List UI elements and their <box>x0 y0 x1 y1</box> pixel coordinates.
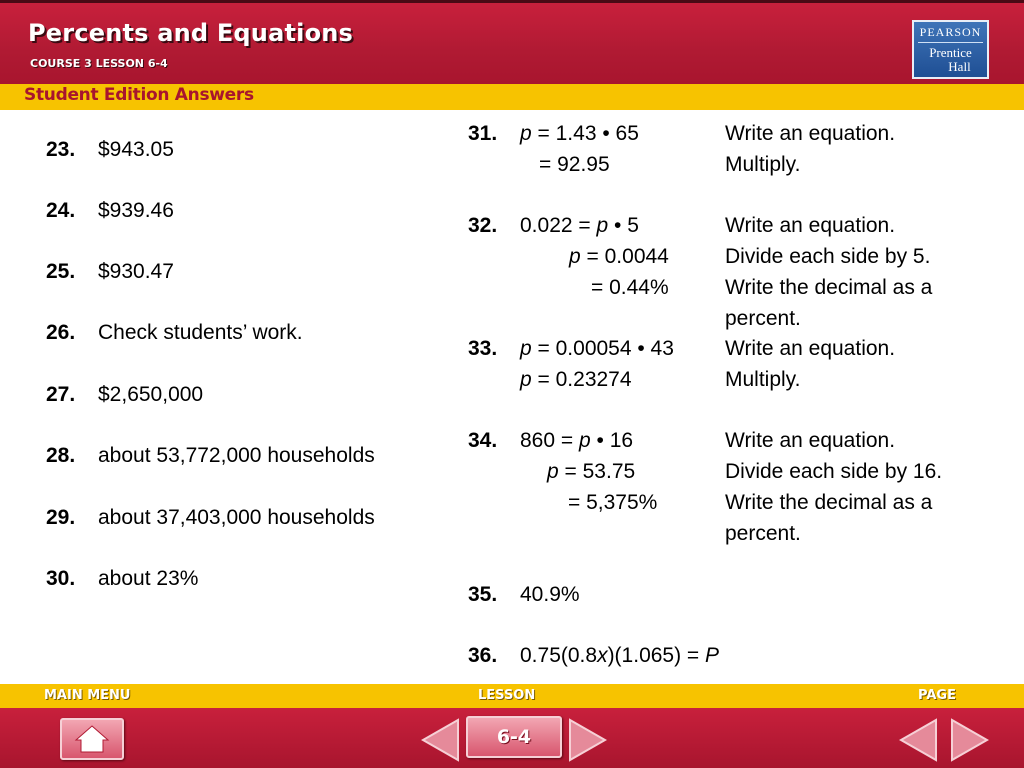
footer-nav <box>0 708 1024 768</box>
expression: = 1.43 • 65 <box>531 122 639 145</box>
answer-number: 23. <box>46 138 76 161</box>
expression: • 5 <box>608 214 639 237</box>
variable: p <box>547 460 559 483</box>
section-band <box>0 84 1024 110</box>
page-prev-arrow-icon[interactable] <box>898 718 938 762</box>
variable: p <box>569 245 581 268</box>
answer-number: 30. <box>46 567 76 590</box>
expression: = 0.44% <box>591 276 669 299</box>
answer-number: 31. <box>468 122 498 145</box>
page-next-arrow-icon[interactable] <box>950 718 990 762</box>
variable: x <box>597 644 608 667</box>
logo-line-3: Hall <box>948 59 971 74</box>
answer-number: 29. <box>46 506 76 529</box>
variable: P <box>705 644 720 667</box>
answer-text: 40.9% <box>520 583 580 606</box>
equation-line <box>569 245 669 269</box>
logo-line-2: Prentice <box>929 45 972 60</box>
section-label: Student Edition Answers <box>24 85 254 105</box>
answer-number: 24. <box>46 199 76 222</box>
answer-text: $2,650,000 <box>98 383 204 406</box>
page-label: PAGE <box>918 688 956 703</box>
answer-number: 25. <box>46 260 76 283</box>
main-menu-button[interactable] <box>60 718 124 760</box>
step-note: Write the decimal as a <box>725 276 933 299</box>
answer-number: 28. <box>46 444 76 467</box>
answer-number: 26. <box>46 321 76 344</box>
expression: = 0.0044 <box>580 245 669 268</box>
course-lesson-subtitle: COURSE 3 LESSON 6-4 <box>30 57 168 70</box>
answer-text: about 53,772,000 households <box>98 444 375 467</box>
equation-line <box>520 368 632 392</box>
expression: = 5,375% <box>568 491 658 514</box>
logo-line-1: PEARSON <box>919 25 982 39</box>
step-note: Divide each side by 16. <box>725 460 943 483</box>
logo-divider <box>918 42 983 43</box>
answer-number: 34. <box>468 429 498 452</box>
expression: 0.75(0.8 <box>520 644 598 667</box>
step-note: percent. <box>725 522 801 545</box>
equation-line <box>520 644 719 668</box>
main-menu-label: MAIN MENU <box>44 688 131 703</box>
expression: • 16 <box>590 429 634 452</box>
answer-text: $943.05 <box>98 138 174 161</box>
pearson-logo <box>912 20 989 79</box>
step-note: Write the decimal as a <box>725 491 933 514</box>
lesson-next-arrow-icon[interactable] <box>568 718 608 762</box>
answer-number: 35. <box>468 583 498 606</box>
step-note: Write an equation. <box>725 214 896 237</box>
home-icon <box>62 720 122 758</box>
step-note: percent. <box>725 307 801 330</box>
lesson-label: LESSON <box>478 688 536 703</box>
variable: p <box>578 429 591 452</box>
expression: = 92.95 <box>539 153 610 176</box>
answer-text: about 23% <box>98 567 199 590</box>
step-note: Divide each side by 5. <box>725 245 931 268</box>
footer-label-band <box>0 684 1024 708</box>
answer-number: 36. <box>468 644 498 667</box>
equation-line <box>520 214 639 238</box>
step-note: Multiply. <box>725 368 801 391</box>
step-note: Write an equation. <box>725 122 896 145</box>
equation-line <box>547 460 635 484</box>
variable: p <box>596 214 609 237</box>
equation-line <box>520 122 639 146</box>
expression: = 0.23274 <box>531 368 632 391</box>
answer-text: $930.47 <box>98 260 174 283</box>
answer-text: $939.46 <box>98 199 174 222</box>
variable: p <box>520 337 532 360</box>
answer-text: Check students’ work. <box>98 321 303 344</box>
equation-line <box>520 429 633 453</box>
equation-line <box>520 337 674 361</box>
expression: )(1.065) = <box>607 644 706 667</box>
expression: 0.022 = <box>520 214 597 237</box>
variable: p <box>520 122 532 145</box>
expression: 860 = <box>520 429 579 452</box>
step-note: Write an equation. <box>725 429 896 452</box>
lesson-prev-arrow-icon[interactable] <box>420 718 460 762</box>
answer-number: 32. <box>468 214 498 237</box>
answer-number: 27. <box>46 383 76 406</box>
step-note: Multiply. <box>725 153 801 176</box>
variable: p <box>520 368 532 391</box>
lesson-button[interactable]: 6-4 <box>466 716 562 758</box>
page-title: Percents and Equations <box>28 19 354 47</box>
header-bar <box>0 0 1024 84</box>
step-note: Write an equation. <box>725 337 896 360</box>
answer-text: about 37,403,000 households <box>98 506 375 529</box>
expression: = 0.00054 • 43 <box>531 337 674 360</box>
answer-number: 33. <box>468 337 498 360</box>
expression: = 53.75 <box>558 460 636 483</box>
